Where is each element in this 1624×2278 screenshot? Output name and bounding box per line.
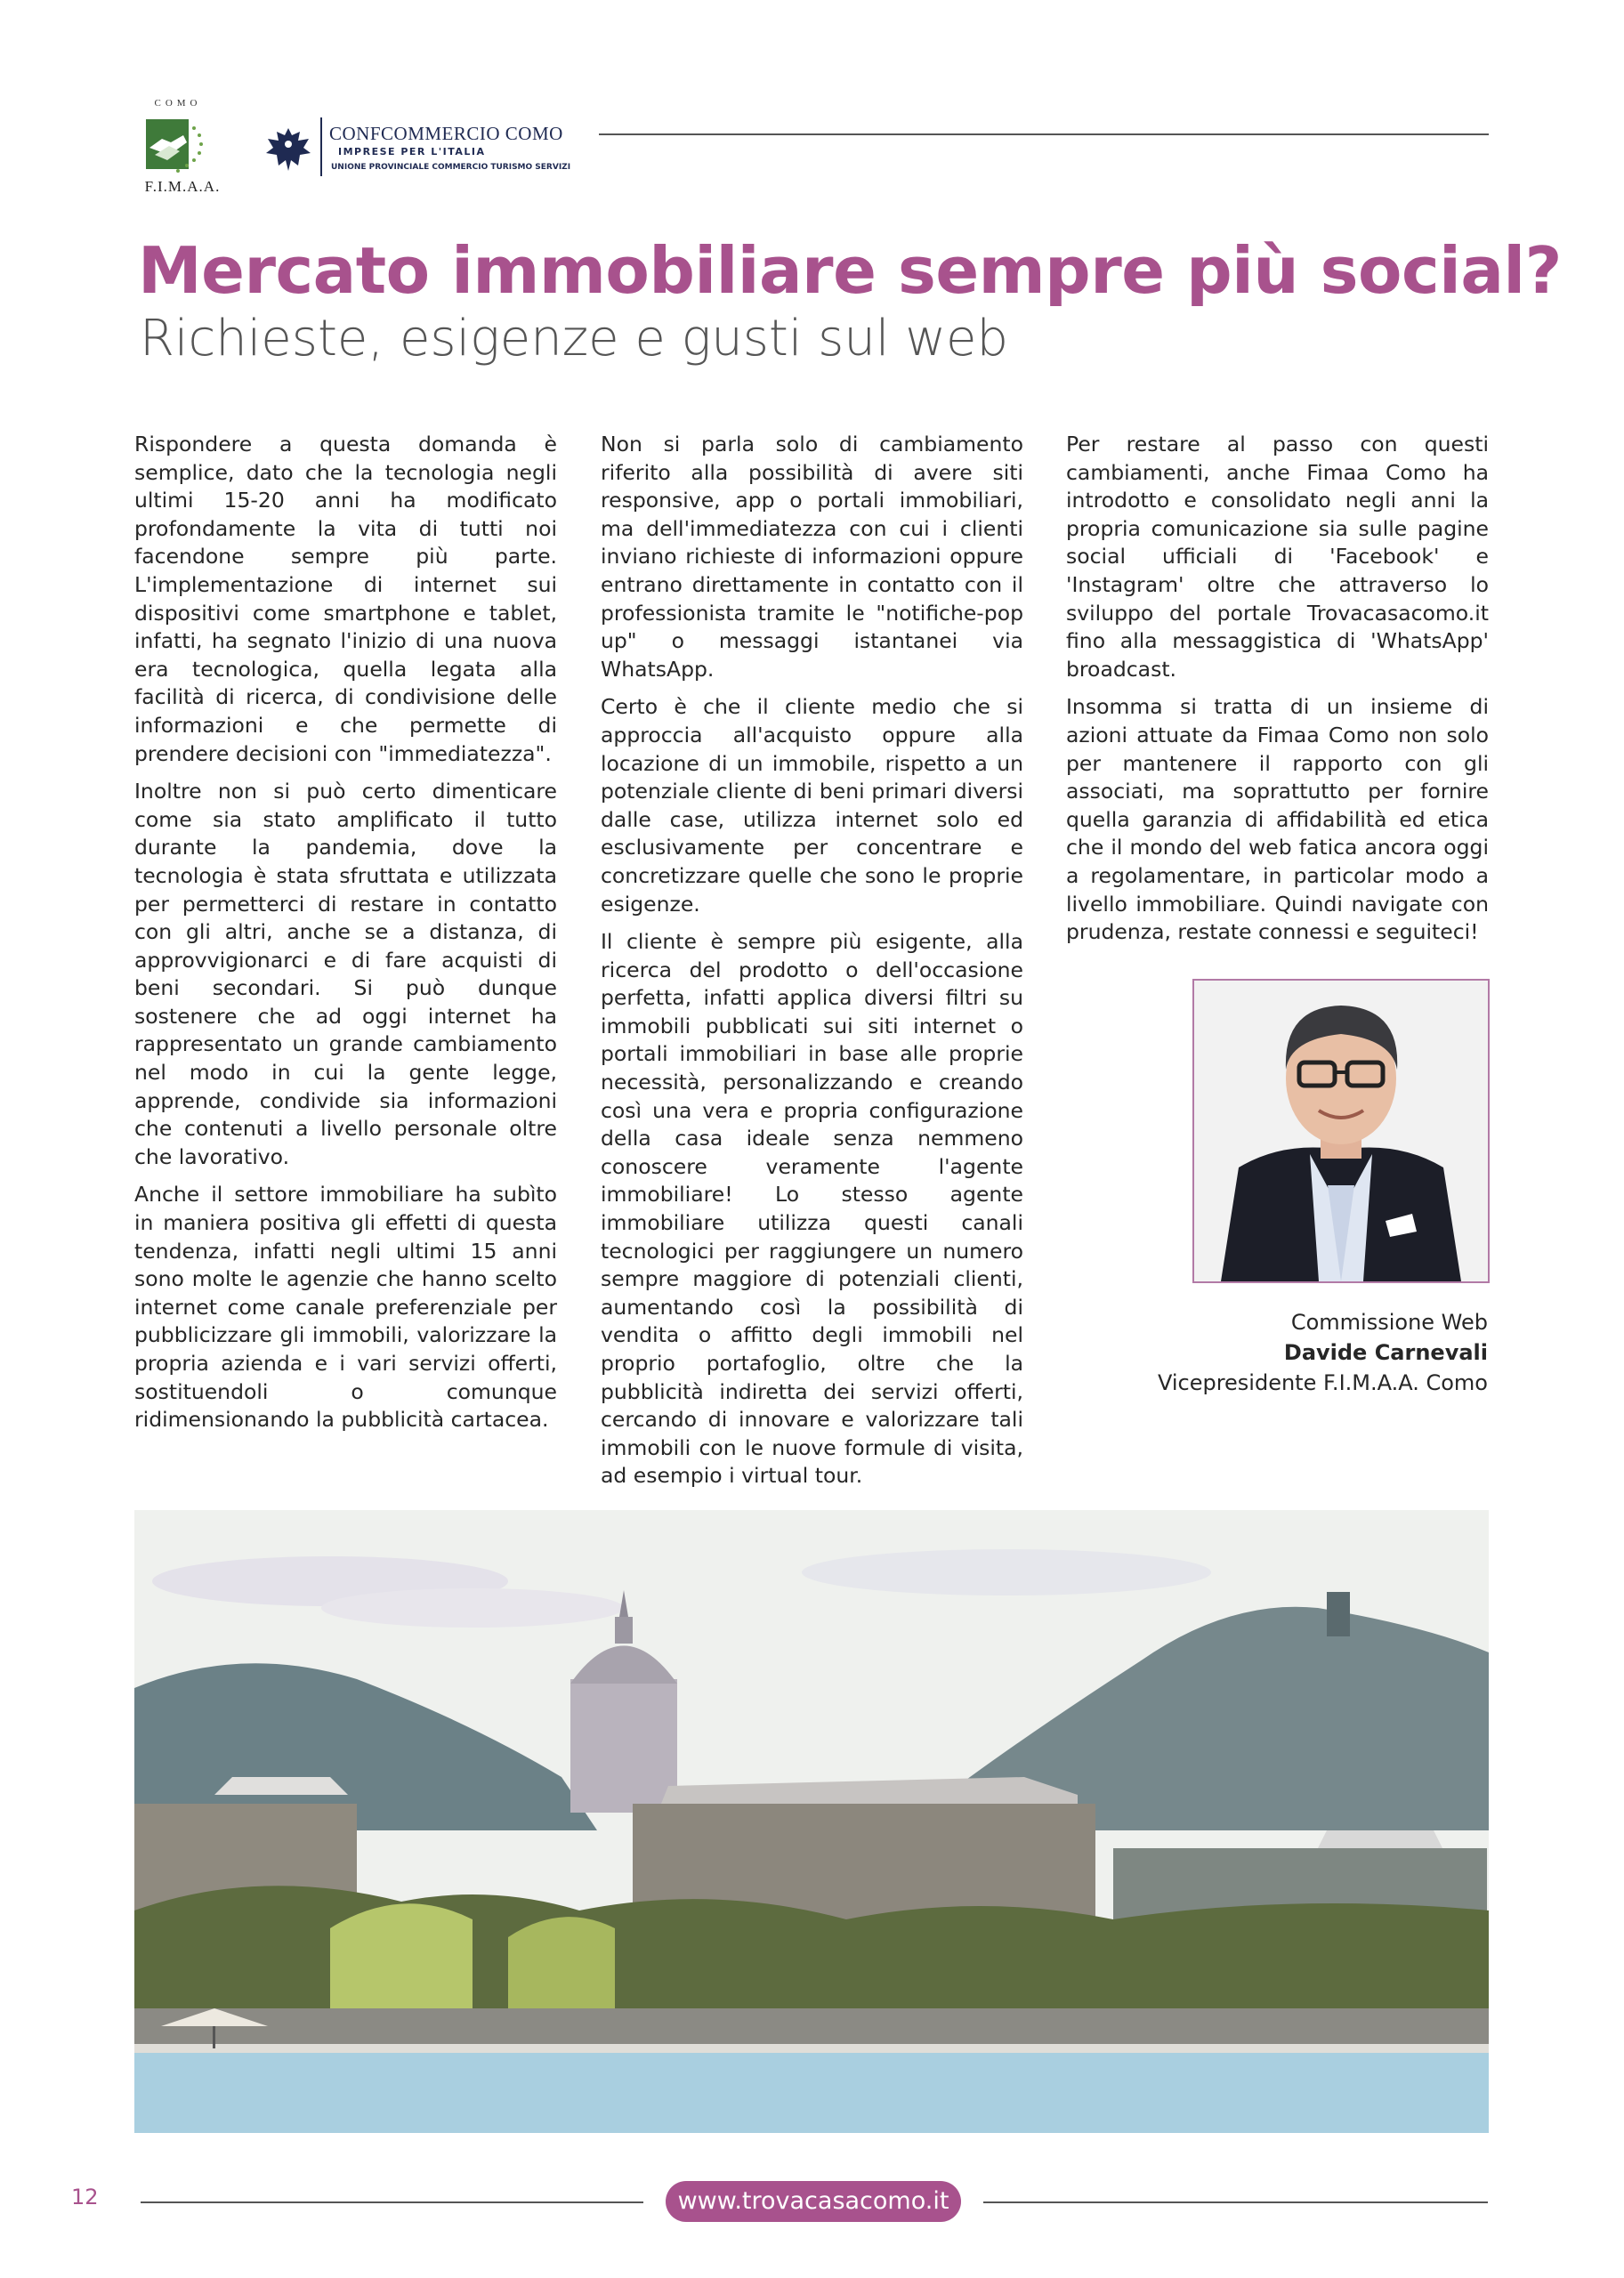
paragraph: Anche il settore immobiliare ha subìto in maniera positiva gli effetti di questa tendenza, infatti negli ultimi 15 anni sono molte le agenzie che hanno scelto internet come canale preferenziale per pubblicizzare gli immobili, valorizzare la propria azienda e i vari servizi offerti, sostituendoli o comunque ridimensionando la pubblicità cartacea.	[134, 1182, 557, 1433]
confcommercio-union-line: UNIONE PROVINCIALE COMMERCIO TURISMO SERVIZI	[331, 163, 571, 172]
fimaa-logo-top-text: COMO	[154, 98, 202, 109]
fimaa-logo-icon	[144, 116, 206, 176]
portrait-illustration	[1194, 981, 1488, 1281]
paragraph: Non si parla solo di cambiamento riferito alla possibilità di avere siti responsive, app o portali immobiliari, ma dell'immediatezza con cui i clienti inviano richieste di informazioni oppure entrano direttamente in contatto con il professionista tramite le "notifiche-pop up" o messaggi istantanei via WhatsApp.	[601, 432, 1023, 682]
website-link[interactable]: www.trovacasacomo.it	[666, 2181, 961, 2222]
confcommercio-subtitle: IMPRESE PER L'ITALIA	[338, 146, 486, 158]
paragraph: Il cliente è sempre più esigente, alla ricerca del prodotto o dell'occasione perfetta, infatti applica diversi filtri su immobili pubblicati sui siti internet o portali immobiliari in base alle proprie necessità, personalizzando e creando così una vera e propria configurazione della casa ideale senza nemmeno conoscere veramente l'agente immobiliare! Lo stesso agente immobiliare utilizza questi canali tecnologici per raggiungere un numero sempre maggiore di potenziali clienti, aumentando così la possibilità di vendita o affitto degli immobili nel proprio portafoglio, oltre che la pubblicità indiretta dei servizi offerti, cercando di innovare e valorizzare tali immobili con le nuove formule di visita, ad esempio i virtual tour.	[601, 929, 1023, 1489]
paragraph: Inoltre non si può certo dimenticare come sia stato amplificato il tutto durante la pandemia, dove la tecnologia è stata sfruttata e utilizzata per permetterci di restare in contatto con gli altri, anche se a distanza, di approvvigionarci e di fare acquisti di beni secondari. Si può dunque sostenere che ad oggi internet ha rappresentato un grande cambiamento nel modo in cui la gente legge, apprende, condivide sia informazioni che contenuti a livello personale oltre che lavorativo.	[134, 779, 557, 1169]
article-column-2	[601, 431, 1023, 1500]
fimaa-logo-name: F.I.M.A.A.	[144, 178, 221, 195]
page-number: 12	[71, 2185, 99, 2209]
footer-rule-right	[983, 2201, 1488, 2203]
landscape-illustration	[134, 1510, 1489, 2133]
signature-title: Vicepresidente F.I.M.A.A. Como	[1157, 1370, 1488, 1395]
article-title: Mercato immobiliare sempre più social?	[138, 233, 1562, 308]
como-landscape-image	[134, 1510, 1489, 2133]
eagle-icon	[263, 123, 314, 174]
article-column-1	[134, 431, 557, 1444]
author-portrait	[1192, 979, 1490, 1283]
confcommercio-divider	[320, 117, 322, 176]
confcommercio-title: CONFCOMMERCIO COMO	[329, 123, 563, 144]
paragraph: Per restare al passo con questi cambiamenti, anche Fimaa Como ha introdotto e consolidato negli anni la propria comunicazione sia sulle pagine social ufficiali di 'Facebook' e 'Instagram' oltre che attraverso lo sviluppo del portale Trovacasacomo.it fino alla messaggistica di 'WhatsApp' broadcast.	[1066, 432, 1489, 682]
signature-name: Davide Carnevali	[1283, 1340, 1488, 1365]
footer-rule-left	[141, 2201, 643, 2203]
header-rule	[599, 133, 1489, 135]
signature-role: Commissione Web	[1290, 1310, 1488, 1335]
paragraph: Rispondere a questa domanda è semplice, dato che la tecnologia negli ultimi 15-20 anni ha modificato profondamente la vita di tutti noi facendone sempre più parte. L'implementazione di internet sui dispositivi come smartphone e tablet, infatti, ha segnato l'inizio di una nuova era tecnologica, quella legata alla facilità di ricerca, di condivisione delle informazioni e che permette di prendere decisioni con "immediatezza".	[134, 432, 557, 766]
paragraph: Insomma si tratta di un insieme di azioni attuate da Fimaa Como non solo per mantenere il rapporto con gli associati, ma soprattutto per fornire quella garanzia di affidabilità ed etica che il mondo del web fatica ancora oggi a regolamentare, in particolar modo a livello immobiliare. Quindi navigate con prudenza, restate connessi e seguiteci!	[1066, 694, 1489, 945]
article-subtitle: Richieste, esigenze e gusti sul web	[140, 310, 1009, 368]
paragraph: Certo è che il cliente medio che si approccia all'acquisto oppure alla locazione di un immobile, rispetto a un potenziale cliente di beni primari diversi dalle case, utilizza internet solo ed esclusivamente per concentrare e concretizzare quelle che sono le proprie esigenze.	[601, 694, 1023, 917]
article-column-3	[1066, 431, 1489, 957]
